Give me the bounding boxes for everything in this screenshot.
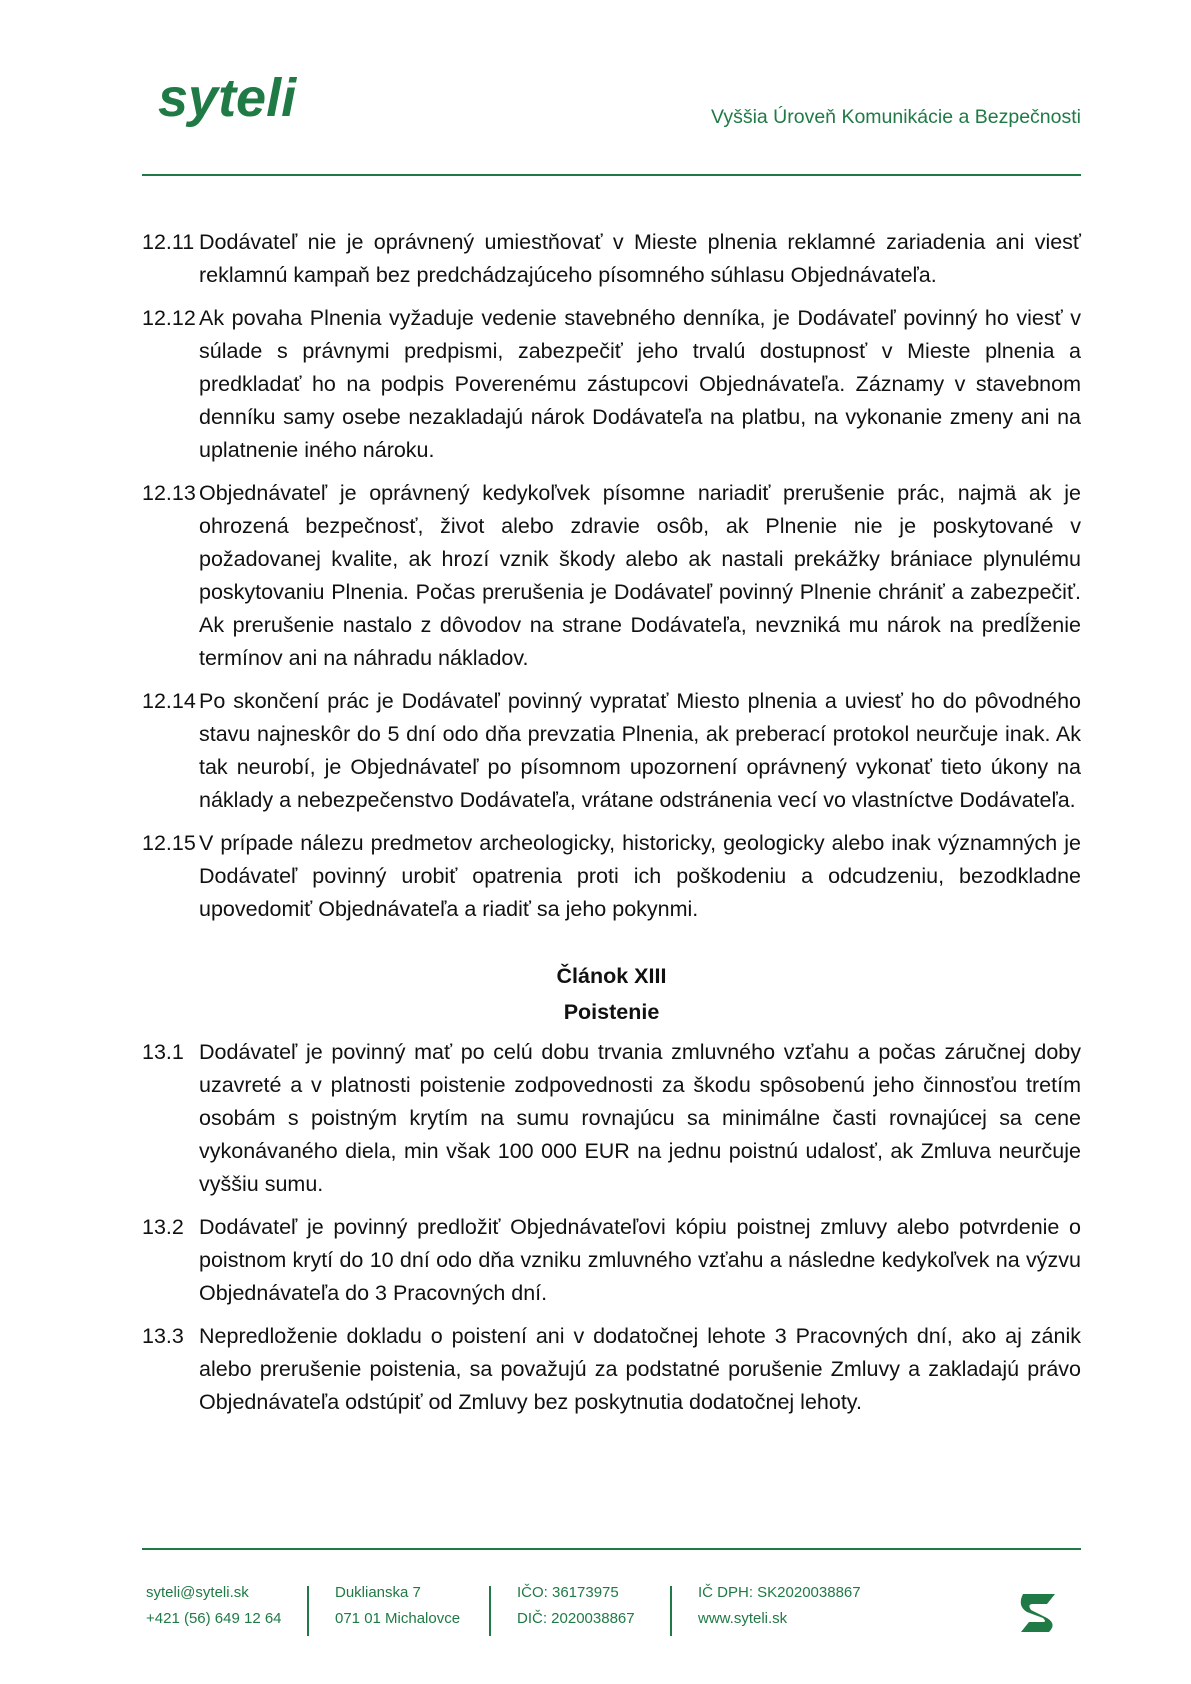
header-tagline: Vyššia Úroveň Komunikácie a Bezpečnosti [711,106,1081,128]
clause-text: V prípade nálezu predmetov archeologicky, historicky, geologicky alebo inak významných je Dodávateľ povinný urobiť opatrenia proti ich poškodeniu a odcudzeniu, bezodkladne upovedomiť Objednávateľa a riadiť sa jeho pokynmi. [199,831,1081,921]
clause [142,226,1081,292]
footer-contact [146,1580,282,1632]
svg-text:syteli: syteli [158,72,297,128]
footer-ids [517,1580,635,1632]
footer-phone: +421 (56) 649 12 64 [146,1610,282,1627]
clause-number: 12.14 [142,689,196,713]
clause-number: 12.12 [142,306,196,330]
clause [142,685,1081,817]
clause-text: Dodávateľ je povinný mať po celú dobu trvania zmluvného vzťahu a počas záručnej doby uzavreté a v platnosti poistenie zodpovednosti za škodu spôsobenú jeho činnosťou tretím osobám s poistným krytím na sumu rovnajúcu sa minimálne časti rovnajúcej sa cene vykonávaného diela, min však 100 000 EUR na jednu poistnú udalosť, ak Zmluva neurčuje vyššiu sumu. [199,1040,1081,1196]
clause-number: 12.13 [142,481,196,505]
footer-email[interactable]: syteli@syteli.sk [146,1584,249,1601]
footer-dic: DIČ: 2020038867 [517,1610,635,1627]
clause-text: Po skončení prác je Dodávateľ povinný vypratať Miesto plnenia a uviesť ho do pôvodného stavu najneskôr do 5 dní odo dňa prevzatia Plnenia, ak preberací protokol neurčuje inak. Ak tak neurobí, je Objednávateľ po písomnom upozornení oprávnený vykonať tieto úkony na náklady a nebezpečenstvo Dodávateľa, vrátane odstránenia vecí vo vlastníctve Dodávateľa. [199,689,1081,812]
syteli-mark-icon [1017,1590,1061,1640]
clause [142,477,1081,675]
footer-separator [307,1586,309,1636]
clause [142,302,1081,467]
clause [142,827,1081,926]
article-number: Článok XIII [556,964,667,988]
article-heading [142,958,1081,1030]
clause-number: 13.2 [142,1215,184,1239]
clause-number: 13.1 [142,1040,184,1064]
footer-city: 071 01 Michalovce [335,1610,461,1627]
article-title: Poistenie [563,1000,660,1024]
clause-text: Objednávateľ je oprávnený kedykoľvek písomne nariadiť prerušenie prác, najmä ak je ohrozená bezpečnosť, život alebo zdravie osôb, ak Plnenie nie je poskytované v požadovanej kvalite, ak hrozí vznik škody alebo ak nastali prekážky brániace plynulému poskytovaniu Plnenia. Počas prerušenia je Dodávateľ povinný Plnenie chrániť a zabezpečiť. Ak prerušenie nastalo z dôvodov na strane Dodávateľa, nevzniká mu nárok na predĺženie termínov ani na náhradu nákladov. [199,481,1081,670]
header-divider [142,174,1081,176]
footer-separator [670,1586,672,1636]
syteli-logo [158,72,348,139]
clause [142,1036,1081,1201]
clause-text: Dodávateľ je povinný predložiť Objednávateľovi kópiu poistnej zmluvy alebo potvrdenie o poistnom krytí do 10 dní odo dňa vzniku zmluvného vzťahu a následne kedykoľvek na výzvu Objednávateľa do 3 Pracovných dní. [199,1215,1081,1305]
footer-street: Duklianska 7 [335,1584,421,1601]
clause-number: 12.15 [142,831,196,855]
footer [142,1580,1081,1650]
footer-divider [142,1548,1081,1550]
clause-number: 12.11 [142,230,195,254]
document-body [142,226,1081,1429]
footer-icdph: IČ DPH: SK2020038867 [698,1584,861,1601]
footer-vat-web [698,1580,861,1632]
clause-text: Dodávateľ nie je oprávnený umiestňovať v Mieste plnenia reklamné zariadenia ani viesť reklamnú kampaň bez predchádzajúceho písomného súhlasu Objednávateľa. [199,230,1081,287]
clause-number: 13.3 [142,1324,184,1348]
syteli-logo-icon [158,72,348,134]
footer-web[interactable]: www.syteli.sk [698,1610,788,1627]
footer-ico: IČO: 36173975 [517,1584,619,1601]
footer-separator [489,1586,491,1636]
clause [142,1320,1081,1419]
footer-address [335,1580,460,1632]
clause-text: Nepredloženie dokladu o poistení ani v dodatočnej lehote 3 Pracovných dní, ako aj zánik alebo prerušenie poistenia, sa považujú za podstatné porušenie Zmluvy a zakladajú právo Objednávateľa odstúpiť od Zmluvy bez poskytnutia dodatočnej lehoty. [199,1324,1081,1414]
clause-text: Ak povaha Plnenia vyžaduje vedenie stavebného denníka, je Dodávateľ povinný ho viesť v súlade s právnymi predpismi, zabezpečiť jeho trvalú dostupnosť v Mieste plnenia a predkladať ho na podpis Poverenému zástupcovi Objednávateľa. Záznamy v stavebnom denníku samy osebe nezakladajú nárok Dodávateľa na platbu, na vykonanie zmeny ani na uplatnenie iného nároku. [199,306,1081,462]
clause [142,1211,1081,1310]
